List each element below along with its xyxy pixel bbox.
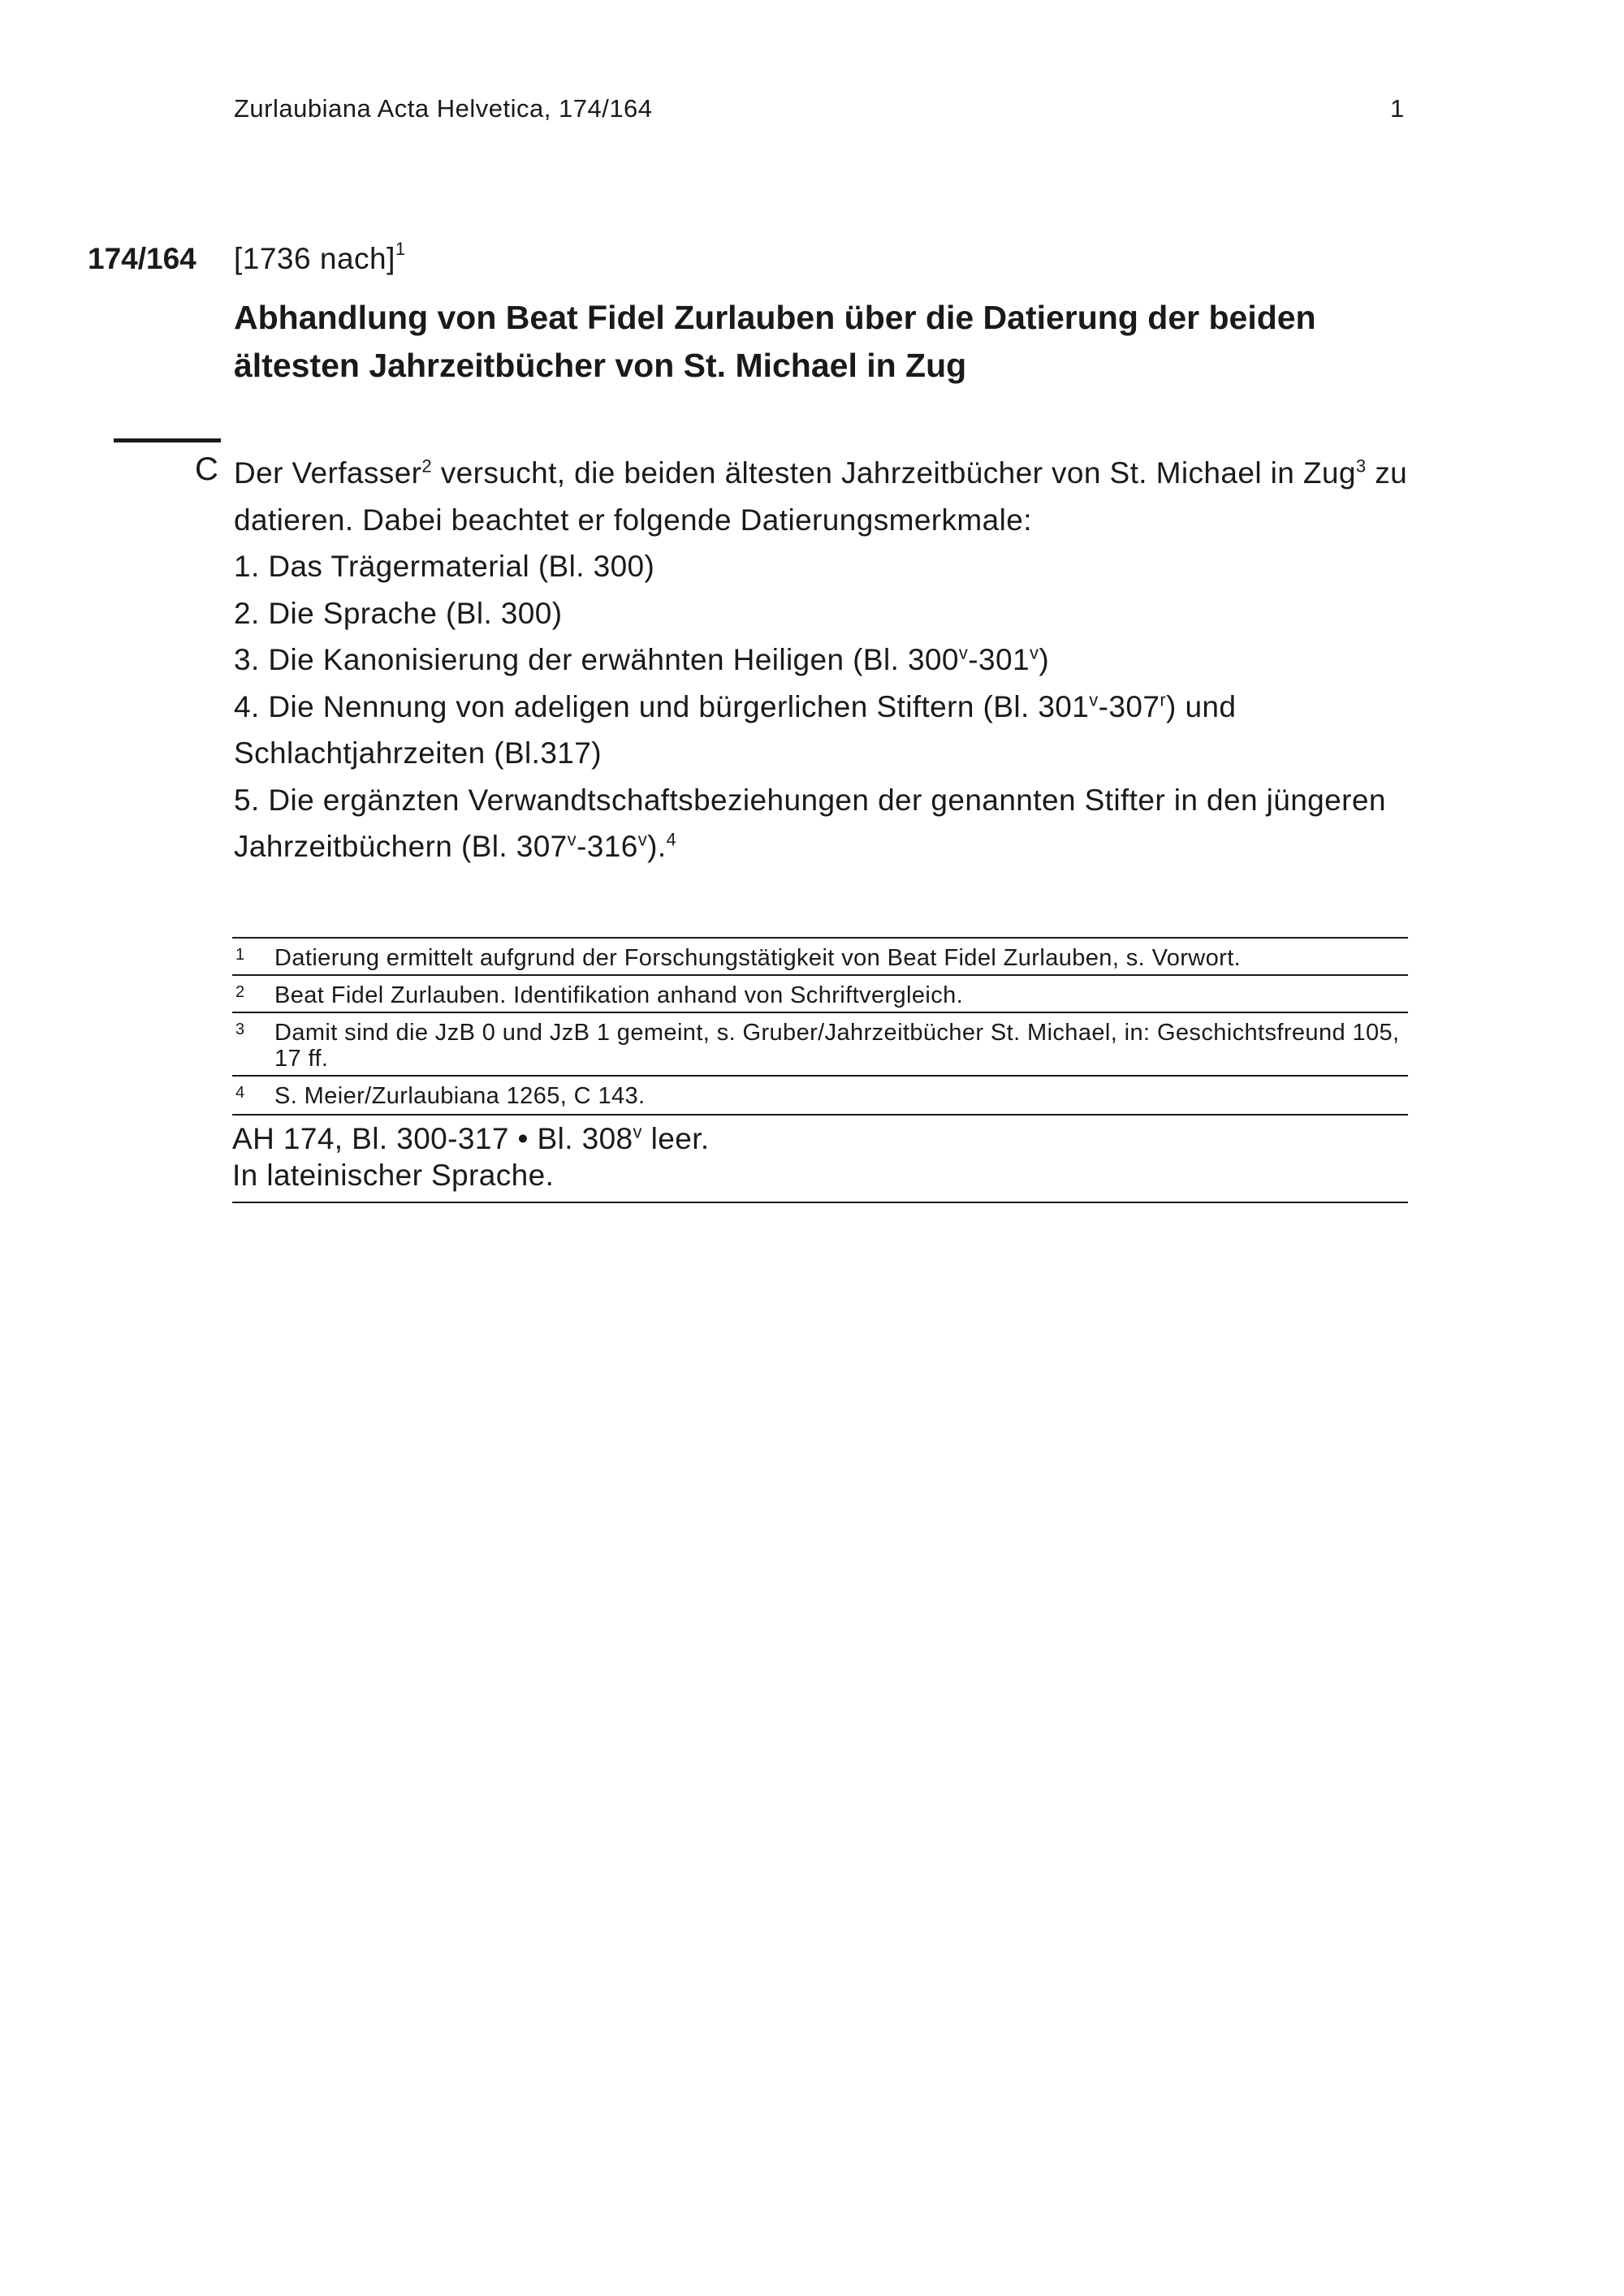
list-item <box>234 777 1411 870</box>
footnote <box>232 974 1408 1012</box>
source-line <box>232 1120 1408 1157</box>
text-run: leer. <box>641 1122 710 1155</box>
list-item: 1. Das Trägermaterial (Bl. 300) <box>234 550 655 583</box>
footnote <box>232 937 1408 974</box>
folio-side: r <box>1160 689 1167 710</box>
text-run: versucht, die beiden ältesten Jahrzeitbücher von St. Michael in Zug <box>432 456 1356 490</box>
entry-number: 174/164 <box>88 242 197 275</box>
side-rule <box>114 438 221 442</box>
footnote <box>232 1012 1408 1075</box>
footnote-text: S. Meier/Zurlaubiana 1265, C 143. <box>274 1083 646 1109</box>
footnote-ref[interactable]: 3 <box>1355 455 1367 477</box>
entry-title-line: ältesten Jahrzeitbücher von St. Michael in Zug <box>234 347 967 384</box>
footnote-ref[interactable]: 1 <box>395 238 406 259</box>
source-note <box>232 1114 1408 1203</box>
page-number: 1 <box>1390 94 1405 123</box>
footnote-number: 4 <box>235 1084 245 1102</box>
folio-side: v <box>1029 642 1039 663</box>
text-run: Der Verfasser <box>234 456 422 490</box>
folio-side: v <box>567 829 577 850</box>
folio-side: v <box>1089 689 1099 710</box>
running-head: Zurlaubiana Acta Helvetica, 174/164 <box>234 94 653 123</box>
source-line: In lateinischer Sprache. <box>232 1159 555 1192</box>
text-run: -301 <box>968 643 1030 676</box>
footnote-text: Beat Fidel Zurlauben. Identifikation anhand von Schriftvergleich. <box>274 982 964 1008</box>
text-run: ) und Schlachtjahrzeiten (Bl.317) <box>234 689 1237 770</box>
text-run: zu datieren. Dabei beachtet er folgende Datierungsmerkmale: <box>234 456 1408 537</box>
list-item <box>234 637 1411 684</box>
folio-side: v <box>637 829 648 850</box>
entry-title-line: Abhandlung von Beat Fidel Zurlauben über die Datierung der beiden <box>234 299 1316 336</box>
footnote-ref[interactable]: 4 <box>666 829 677 850</box>
entry-date-text: [1736 nach] <box>234 242 395 275</box>
footnotes <box>232 937 1408 1203</box>
regest-body <box>234 450 1411 870</box>
text-run: -307 <box>1098 689 1160 723</box>
text-run: 4. Die Nennung von adeligen und bürgerlichen Stiftern (Bl. 301 <box>234 689 1090 723</box>
footnote-ref[interactable]: 2 <box>421 455 433 477</box>
text-run: AH 174, Bl. 300-317 • Bl. 308 <box>232 1122 633 1155</box>
text-run: 3. Die Kanonisierung der erwähnten Heiligen (Bl. 300 <box>234 643 959 676</box>
footnote-number: 1 <box>235 946 245 964</box>
text-run: 5. Die ergänzten Verwandtschaftsbeziehungen der genannten Stifter in den jüngeren Jahrzeitbüchern (Bl. 307 <box>234 783 1386 863</box>
footnote <box>232 1075 1408 1112</box>
folio-side: v <box>633 1121 642 1142</box>
text-run: ) <box>1039 643 1050 676</box>
entry-title <box>234 294 1411 390</box>
footnote-text: Damit sind die JzB 0 und JzB 1 gemeint, s. Gruber/Jahrzeitbücher St. Michael, in: Geschichtsfreund 105, 17 ff. <box>274 1020 1400 1072</box>
text-run: ). <box>647 830 667 863</box>
footnote-number: 3 <box>235 1021 245 1038</box>
footnote-number: 2 <box>235 983 245 1001</box>
footnote-text: Datierung ermittelt aufgrund der Forschungstätigkeit von Beat Fidel Zurlauben, s. Vorwort. <box>274 945 1242 971</box>
folio-side: v <box>958 642 969 663</box>
entry-date <box>234 238 406 276</box>
list-item <box>234 684 1411 777</box>
regest-intro <box>234 450 1411 543</box>
text-run: -316 <box>577 830 638 863</box>
side-letter: C <box>195 451 218 487</box>
list-item: 2. Die Sprache (Bl. 300) <box>234 596 563 630</box>
